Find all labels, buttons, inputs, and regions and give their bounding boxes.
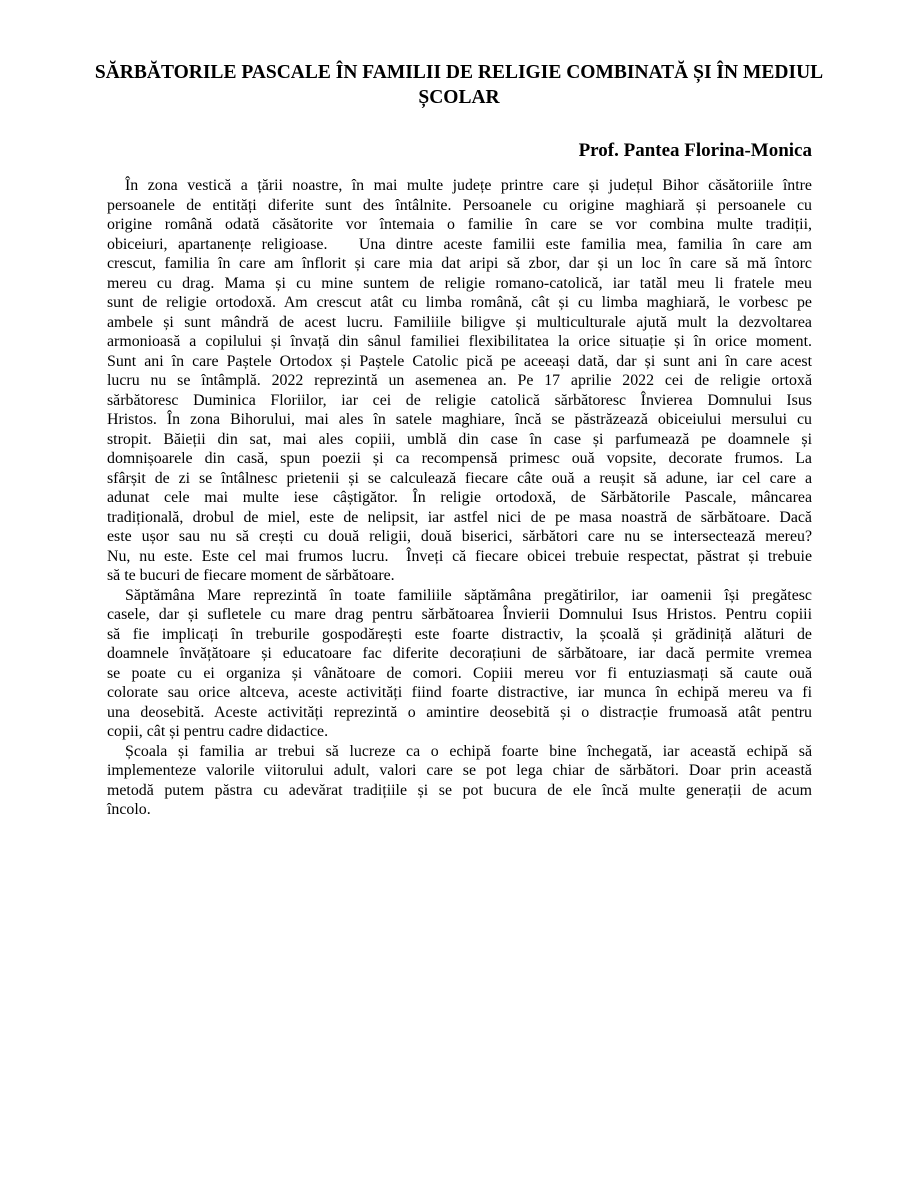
paragraph-line: una deosebită. Aceste activități reprezintă o amintire deosebită și o distracție frumoasă atât pentru bbox=[107, 703, 812, 721]
paragraph-line: să te bucuri de fiecare moment de sărbătoare. bbox=[107, 567, 395, 584]
paragraph-line: domnișoarele din casă, spun poezii și ca recompensă primesc ouă vopsite, decorate frumos. La bbox=[107, 450, 812, 467]
paragraph-line: persoanele de entități diferite sunt des întâlnite. Persoanele cu origine maghiară și persoanele cu bbox=[107, 196, 812, 214]
paragraph bbox=[107, 586, 812, 742]
paragraph-line: se poate cu ei organiza și vânătoare de comori. Copiii mereu vor fi entuziasmați să caute ouă bbox=[107, 664, 812, 682]
paragraph-line: implementeze valorile viitorului adult, valori care se pot lega chiar de sărbători. Doar prin această bbox=[107, 762, 812, 779]
paragraph-line: obiceiuri, apartanențe religioase. Una dintre aceste familii este familia mea, familia în care am bbox=[107, 235, 812, 253]
article-body bbox=[107, 176, 812, 820]
paragraph-line: să fie implicați în treburile gospodărești este foarte distractiv, la școală și grădiniță alături de bbox=[107, 625, 812, 643]
paragraph-line: sunt de religie ortodoxă. Am crescut atât cu limba română, cât și cu limba maghiară, le vorbesc pe bbox=[107, 294, 812, 311]
paragraph-line: este ușor sau nu să crești cu două religii, două biserici, sărbători care nu se intersectează mereu? bbox=[107, 528, 812, 545]
paragraph-line: adunat cele mai multe iese câștigător. În religie ortodoxă, de Sărbătorile Pascale, mâncarea bbox=[107, 489, 812, 506]
paragraph bbox=[107, 742, 812, 820]
paragraph-line: casele, dar și sufletele cu mare drag pentru sărbătoarea Învierii Domnului Isus Hristos. Pentru copiii bbox=[107, 606, 812, 623]
paragraph-line: încolo. bbox=[107, 801, 151, 818]
paragraph-line: ambele și sunt mândră de acest lucru. Familiile biligve și multiculturale ajută mult la dezvoltarea bbox=[107, 313, 812, 331]
paragraph-line: mereu cu drag. Mama și cu mine suntem de religie romano-catolică, iar tatăl meu li fratele meu bbox=[107, 274, 812, 292]
paragraph-line: sărbătoresc Duminica Floriilor, iar cei de religie catolică sărbătoresc Învierea Domnului Isus bbox=[107, 391, 812, 409]
paragraph-line: origine română odată căsătorite vor întemaia o familie în care se vor combina multe tradiții, bbox=[107, 216, 812, 233]
paragraph-line: copii, cât și pentru cadre didactice. bbox=[107, 723, 329, 740]
paragraph-line: metodă putem păstra cu adevărat tradițiile și se pot bucura de ele încă multe generații de acum bbox=[107, 781, 812, 799]
paragraph-line: armonioasă a copilului și învață din sânul familiei flexibilitatea la orice situație și în orice moment. bbox=[107, 333, 812, 350]
paragraph-line: În zona vestică a țării noastre, în mai multe județe printre care și județul Bihor căsătoriile între bbox=[125, 177, 812, 194]
paragraph-line: Nu, nu este. Este cel mai frumos lucru. Înveți că fiecare obicei trebuie respectat, păstrat și trebuie bbox=[107, 547, 812, 565]
paragraph-line: sfârșit de zi se întâlnesc prietenii și se calculează fiecare câte ouă a reușit să adune, iar cel care a bbox=[107, 469, 812, 487]
paragraph-line: doamnele învățătoare și educatoare fac diferite decorațiuni de sărbătoare, iar dacă permite vremea bbox=[107, 645, 812, 662]
paragraph-line: colorate sau orice altceva, aceste activități fiind foarte distractive, iar munca în echipă mereu va fi bbox=[107, 684, 812, 701]
paragraph-line: Săptămâna Mare reprezintă în toate familiile săptămâna pregătirilor, iar oamenii își pregătesc bbox=[125, 586, 812, 604]
paragraph-line: lucru nu se întâmplă. 2022 reprezintă un asemenea an. Pe 17 aprilie 2022 cei de religie ortoxă bbox=[107, 372, 812, 389]
paragraph-line: Sunt ani în care Paștele Ortodox și Paștele Catolic pică pe aceeași dată, dar și sunt ani în care acest bbox=[107, 352, 812, 370]
paragraph bbox=[107, 176, 812, 586]
document-title bbox=[40, 60, 878, 110]
paragraph-line: crescut, familia în care am înflorit și care mia dat aripi să zbor, dar și un loc în care să mă întorc bbox=[107, 255, 812, 272]
author-name: Prof. Pantea Florina-Monica bbox=[578, 140, 812, 161]
paragraph-line: Hristos. În zona Bihorului, mai ales în satele maghiare, încă se păstrăzează obiceiului mersului cu bbox=[107, 411, 812, 428]
paragraph-line: tradițională, drobul de miel, este de nelipsit, iar astfel nici de pe masa noastră de sărbătoare. Dacă bbox=[107, 508, 812, 526]
title-line-2: ȘCOLAR bbox=[418, 87, 500, 108]
paragraph-line: stropit. Băieții din sat, mai ales copiii, umblă din case în case și parfumează pe doamnele și bbox=[107, 430, 812, 448]
paragraph-line: Școala și familia ar trebui să lucreze ca o echipă foarte bine închegată, iar această echipă să bbox=[125, 742, 812, 760]
title-line-1: SĂRBĂTORILE PASCALE ÎN FAMILII DE RELIGIE COMBINATĂ ȘI ÎN MEDIUL bbox=[94, 62, 824, 83]
